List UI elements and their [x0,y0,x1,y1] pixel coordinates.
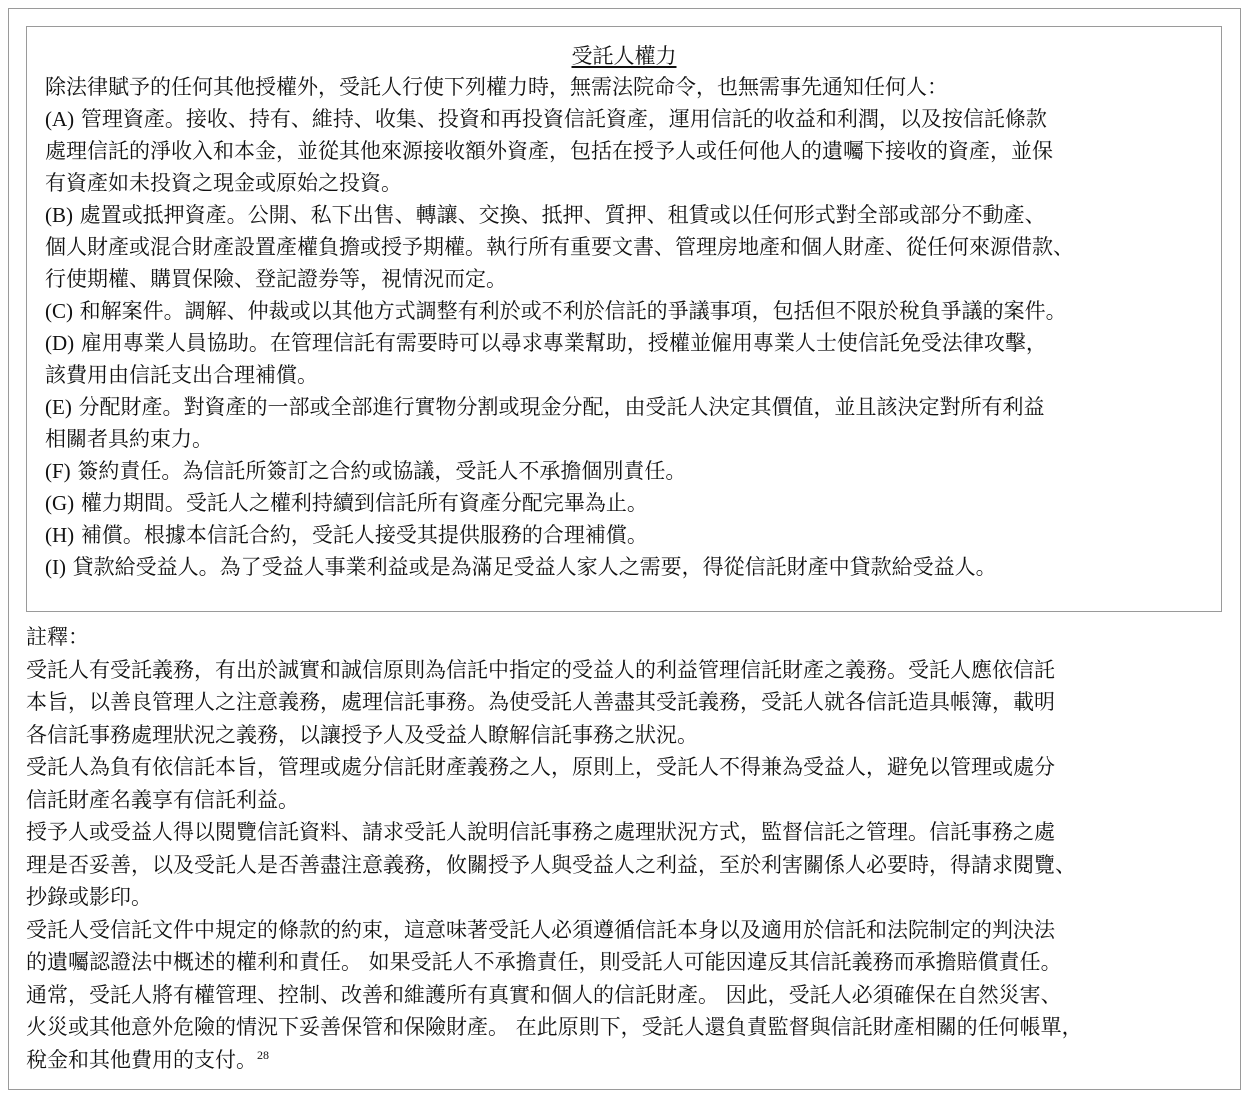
power-text: 管理資產。接收、持有、維持、收集、投資和再投資信託資產，運用信託的收益和利潤，以及按信託條款 [74,107,1047,131]
power-text: 分配財產。對資產的一部或全部進行實物分割或現金分配，由受託人決定其價值，並且該決定對所有利益 [71,395,1045,419]
power-text: 處置或抵押資產。公開、私下出售、轉讓、交換、抵押、質押、租賃或以任何形式對全部或部分不動產、 [73,203,1046,227]
notes-line: 通常，受託人將有權管理、控制、改善和維護所有真實和個人的信託財產。 因此，受託人必須確保在自然災害、 [26,982,1062,1007]
notes-paragraph-4 [26,914,1226,1077]
power-text: 行使期權、購買保險、登記證券等，視情況而定。 [45,267,507,291]
power-letter: (E) [45,395,72,419]
power-letter: (G) [45,491,75,515]
power-letter: (I) [45,555,66,579]
notes-section [26,621,1226,1076]
notes-paragraph-2 [26,751,1226,816]
power-letter: (C) [45,299,73,323]
notes-line: 授予人或受益人得以閱覽信託資料、請求受託人說明信託事務之處理狀況方式，監督信託之管理。信託事務之處 [26,820,1055,844]
power-item-c [45,295,1203,327]
power-text: 和解案件。調解、仲裁或以其他方式調整有利於或不利於信託的爭議事項，包括但不限於稅負爭議的案件。 [73,299,1067,323]
power-item-i [45,551,1203,583]
power-item-f [45,455,1203,487]
power-text: 貸款給受益人。為了受益人事業利益或是為滿足受益人家人之需要，得從信託財產中貸款給受益人。 [65,555,997,579]
power-item-a [45,103,1203,199]
power-text: 雇用專業人員協助。在管理信託有需要時可以尋求專業幫助，授權並僱用專業人士使信託免受法律攻擊， [74,331,1047,355]
notes-line: 的遺囑認證法中概述的權利和責任。 如果受託人不承擔責任，則受託人可能因違反其信託義務而承擔賠償責任。 [26,950,1062,974]
notes-line: 受託人受信託文件中規定的條款的約束，這意味著受託人必須遵循信託本身以及適用於信託和法院制定的判決法 [26,917,1055,942]
power-text: 個人財產或混合財產設置產權負擔或授予期權。執行所有重要文書、管理房地產和個人財產、從任何來源借款、 [45,235,1074,259]
document-page [8,8,1241,1090]
trustee-powers-box [26,26,1222,612]
power-item-h [45,519,1203,551]
power-text: 有資產如未投資之現金或原始之投資。 [45,171,402,195]
notes-label: 註釋： [26,625,89,649]
powers-title: 受託人權力 [571,44,677,68]
power-letter: (D) [45,331,75,355]
notes-line: 受託人為負有依信託本旨，管理或處分信託財產義務之人，原則上，受託人不得兼為受益人，避免以管理或處分 [26,755,1055,779]
power-item-g [45,487,1203,519]
power-text: 該費用由信託支出合理補償。 [45,363,318,387]
power-item-d [45,327,1203,391]
power-letter: (A) [45,107,75,131]
power-text: 處理信託的淨收入和本金，並從其他來源接收額外資產，包括在授予人或任何他人的遺囑下接收的資產，並保 [45,139,1053,163]
notes-paragraph-3 [26,816,1226,914]
notes-line: 抄錄或影印。 [26,885,152,909]
footnote-reference[interactable]: 28 [257,1047,269,1062]
notes-line: 稅金和其他費用的支付。 [26,1047,257,1072]
power-letter: (F) [45,459,71,483]
notes-line: 火災或其他意外危險的情況下妥善保管和保險財產。 在此原則下，受託人還負責監督與信託財產相關的任何帳單， [26,1015,1083,1039]
power-letter: (B) [45,203,73,227]
power-item-b [45,199,1203,295]
power-item-e [45,391,1203,455]
notes-line: 各信託事務處理狀況之義務，以讓授予人及受益人瞭解信託事務之狀況。 [26,722,698,747]
power-text: 相關者具約束力。 [45,427,213,451]
power-text: 權力期間。受託人之權利持續到信託所有資產分配完畢為止。 [74,491,648,515]
power-letter: (H) [45,523,75,547]
power-text: 簽約責任。為信託所簽訂之合約或協議，受託人不承擔個別責任。 [70,459,687,483]
notes-line: 理是否妥善，以及受託人是否善盡注意義務，攸關授予人與受益人之利益，至於利害關係人必要時，得請求閱覽、 [26,852,1076,877]
powers-intro: 除法律賦予的任何其他授權外，受託人行使下列權力時，無需法院命令，也無需事先通知任何人： [45,75,948,99]
notes-line: 信託財產名義享有信託利益。 [26,787,299,812]
power-text: 補償。根據本信託合約，受託人接受其提供服務的合理補償。 [74,523,648,547]
notes-line: 本旨，以善良管理人之注意義務，處理信託事務。為使受託人善盡其受託義務，受託人就各信託造具帳簿，載明 [26,690,1055,714]
notes-line: 受託人有受託義務，有出於誠實和誠信原則為信託中指定的受益人的利益管理信託財產之義務。受託人應依信託 [26,657,1055,682]
notes-paragraph-1 [26,654,1226,752]
